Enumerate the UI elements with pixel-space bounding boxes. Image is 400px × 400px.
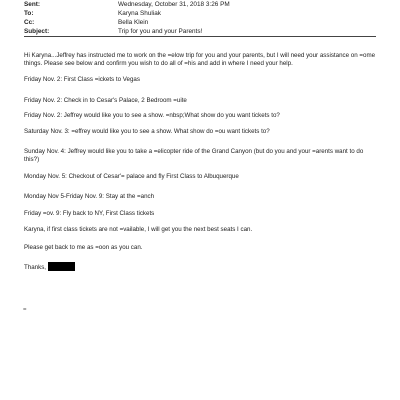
subject-label: Subject: (24, 28, 50, 35)
itinerary-line: Monday Nov. 5: Checkout of Cesar'= palace and fly First Class to Albuquerque (24, 173, 239, 180)
itinerary-line: Sunday Nov. 4: Jeffrey would like you to take a =elicopter ride of the Grand Canyon (but do you and your =arents want to do this?) (24, 148, 364, 164)
body-intro-paragraph: Hi Karyna...Jeffrey has instructed me to work on the =elow trip for you and your parents, but I will need your assistance on =ome things. Please see below and confirm you wish to do all of =his and add in where I need your help. (24, 52, 376, 68)
sent-value: Wednesday, October 31, 2018 3:26 PM (118, 1, 230, 8)
itinerary-line: Friday Nov. 2: First Class =ickets to Vegas (24, 76, 140, 83)
to-label: To: (24, 10, 34, 17)
to-value: Karyna Shuliak (118, 10, 161, 17)
itinerary-line: Monday Nov 5-Friday Nov. 9: Stay at the =anch (24, 193, 155, 200)
reply-request: Please get back to me as =oon as you can. (24, 244, 143, 251)
itinerary-line: Friday Nov. 2: Jeffrey would like you to see a show. =nbsp;What show do you want tickets to? (24, 112, 280, 119)
redaction-box (48, 262, 75, 271)
availability-note: Karyna, if first class tickets are not =vailable, I will get you the next best seats I can. (24, 226, 253, 233)
closing-text: Thanks, (24, 264, 47, 271)
signature-line (24, 262, 376, 272)
sent-label: Sent: (24, 1, 40, 8)
itinerary-line: Friday =ov. 9: Fly back to NY, First Class tickets (24, 210, 155, 217)
header-divider (24, 36, 376, 37)
subject-value: Trip for you and your Parents! (118, 28, 203, 35)
stray-mark: = (23, 307, 27, 313)
itinerary-line: Saturday Nov. 3: =effrey would like you to see a show. What show do =ou want tickets to? (24, 128, 270, 135)
cc-value: Bella Klein (118, 19, 149, 26)
cc-label: Cc: (24, 19, 35, 26)
itinerary-line: Friday Nov. 2: Check in to Cesar's Palace, 2 Bedroom =uite (24, 97, 187, 104)
